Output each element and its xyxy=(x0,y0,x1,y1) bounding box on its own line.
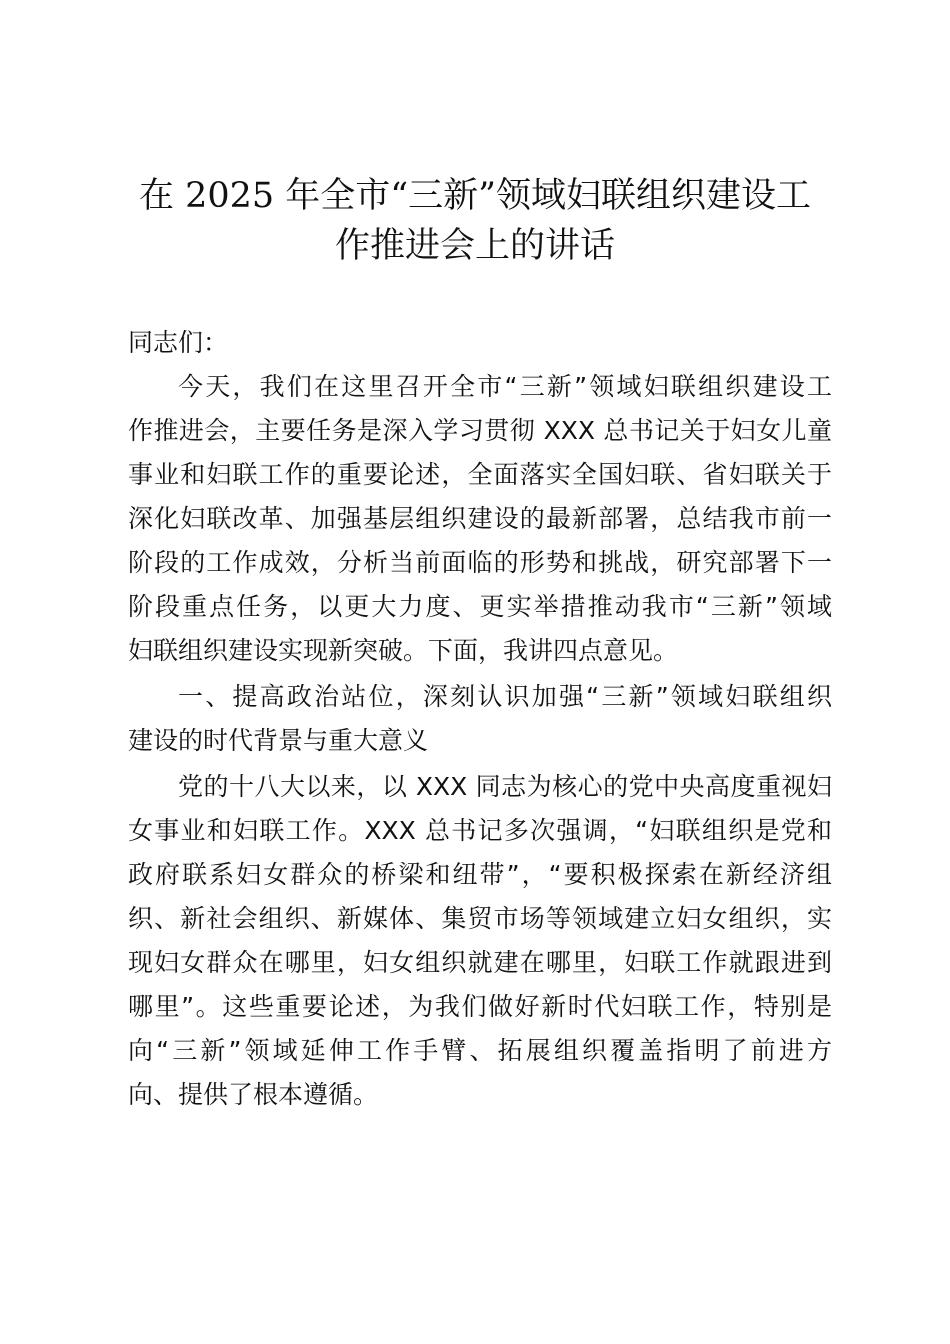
body-line: 党的十八大以来，以 XXX 同志为核心的党中央高度重视妇 xyxy=(178,772,832,801)
section-heading-line-1: 一、提高政治站位，深刻认识加强“三新”领域妇联组织 xyxy=(178,682,832,711)
body-line: 政府联系妇女群众的桥梁和纽带”，“要积极探索在新经济组 xyxy=(128,860,832,889)
body-line: 织、新社会组织、新媒体、集贸市场等领域建立妇女组织，实 xyxy=(128,904,832,933)
body-line: 阶段重点任务，以更大力度、更实举措推动我市“三新”领域 xyxy=(128,592,832,621)
body-line: 今天，我们在这里召开全市“三新”领域妇联组织建设工 xyxy=(178,372,832,401)
body-line: 向“三新”领域延伸工作手臂、拓展组织覆盖指明了前进方 xyxy=(128,1036,832,1065)
salutation: 同志们： xyxy=(128,328,229,357)
body-line: 深化妇联改革、加强基层组织建设的最新部署，总结我市前一 xyxy=(128,504,832,533)
body-line: 事业和妇联工作的重要论述，全面落实全国妇联、省妇联关于 xyxy=(128,460,832,489)
body-line: 现妇女群众在哪里，妇女组织就建在哪里，妇联工作就跟进到 xyxy=(128,948,832,977)
section-heading-line-2: 建设的时代背景与重大意义 xyxy=(128,726,429,755)
document-title-line-1: 在 2025 年全市“三新”领域妇联组织建设工 xyxy=(138,176,812,216)
body-line: 女事业和妇联工作。XXX 总书记多次强调，“妇联组织是党和 xyxy=(128,816,832,845)
document-title-line-2: 作推进会上的讲话 xyxy=(334,226,615,266)
body-line: 作推进会，主要任务是深入学习贯彻 XXX 总书记关于妇女儿童 xyxy=(128,416,832,445)
body-line: 阶段的工作成效，分析当前面临的形势和挑战，研究部署下一 xyxy=(128,548,832,577)
body-line: 哪里”。这些重要论述，为我们做好新时代妇联工作，特别是 xyxy=(128,992,832,1021)
body-line: 向、提供了根本遵循。 xyxy=(128,1080,379,1109)
body-line: 妇联组织建设实现新突破。下面，我讲四点意见。 xyxy=(128,636,679,665)
